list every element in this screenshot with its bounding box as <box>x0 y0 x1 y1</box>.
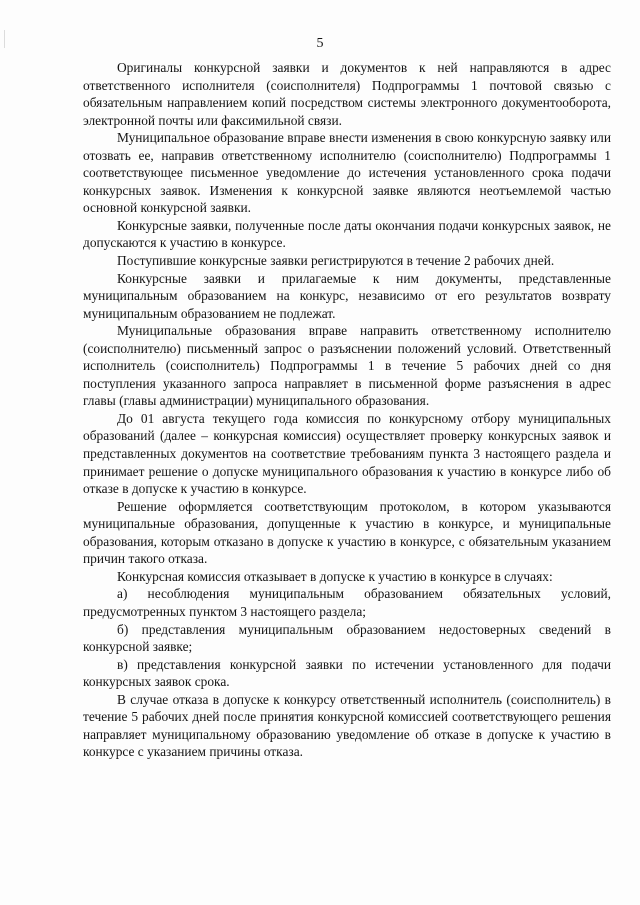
page-number: 5 <box>316 36 324 51</box>
list-item-refusal-c: в) представления конкурсной заявки по истечении установленного для подачи конкурсных заявок срока. <box>83 656 611 690</box>
paragraph-late-applications: Конкурсные заявки, полученные после даты окончания подачи конкурсных заявок, не допускаются к участию в конкурсе. <box>83 217 611 251</box>
paragraph-registration: Поступившие конкурсные заявки регистрируются в течение 2 рабочих дней. <box>117 253 555 269</box>
list-item-refusal-b: б) представления муниципальным образованием недостоверных сведений в конкурсной заявке; <box>83 621 611 655</box>
paragraph-changes-withdrawal: Муниципальное образование вправе внести изменения в свою конкурсную заявку или отозвать ее, направив ответственному исполнителю (соисполнителю) Подпрограммы 1 соответствующее письменное уведомление до истечения установленного срока подачи конкурсных заявок. Изменения к конкурсной заявке являются неотъемлемой частью основной конкурсной заявки. <box>83 130 611 216</box>
document-body <box>83 59 611 761</box>
list-item-refusal-a: а) несоблюдения муниципальным образованием обязательных условий, предусмотренных пунктом 3 настоящего раздела; <box>83 586 611 619</box>
paragraph-originals-sending: Оригиналы конкурсной заявки и документов к ней направляются в адрес ответственного исполнителя (соисполнителя) Подпрограммы 1 почтовой связью с обязательным направлением копий посредством системы электронного документооборота, электронной почты или факсимильной связи. <box>83 60 611 128</box>
paragraph-no-return: Конкурсные заявки и прилагаемые к ним документы, представленные муниципальным образованием на конкурс, независимо от его результатов возврату муниципальным образованием не подлежат. <box>83 270 611 321</box>
paragraph-clarification-request: Муниципальные образования вправе направить ответственному исполнителю (соисполнителю) письменный запрос о разъяснении положений условий. Ответственный исполнитель (соисполнитель) Подпрограммы 1 в течение 5 рабочих дней со дня поступления указанного запроса направляет в письменной форме разъяснения в адрес главы (главы администрации) муниципального образования. <box>83 323 611 409</box>
paragraph-commission-review: До 01 августа текущего года комиссия по конкурсному отбору муниципальных образований (далее – конкурсная комиссия) осуществляет проверку конкурсных заявок и представленных документов на соответствие требованиям пункта 3 настоящего раздела и принимает решение о допуске муниципального образования к участию в конкурсе либо об отказе в допуске к участию в конкурсе. <box>83 410 611 497</box>
paragraph-decision-protocol: Решение оформляется соответствующим протоколом, в котором указываются муниципальные образования, допущенные к участию в конкурсе, и муниципальные образования, которым отказано в допуске к участию в конкурсе, с обязательным указанием причин такого отказа. <box>83 498 611 567</box>
paragraph-refusal-cases: Конкурсная комиссия отказывает в допуске к участию в конкурсе в случаях: <box>117 568 553 584</box>
paragraph-refusal-notice: В случае отказа в допуске к конкурсу ответственный исполнитель (соисполнитель) в течение 5 рабочих дней после принятия конкурсной комиссией соответствующего решения направляет муниципальному образованию уведомление об отказе в допуске к участию в конкурсе с указанием причины отказа. <box>83 691 611 760</box>
